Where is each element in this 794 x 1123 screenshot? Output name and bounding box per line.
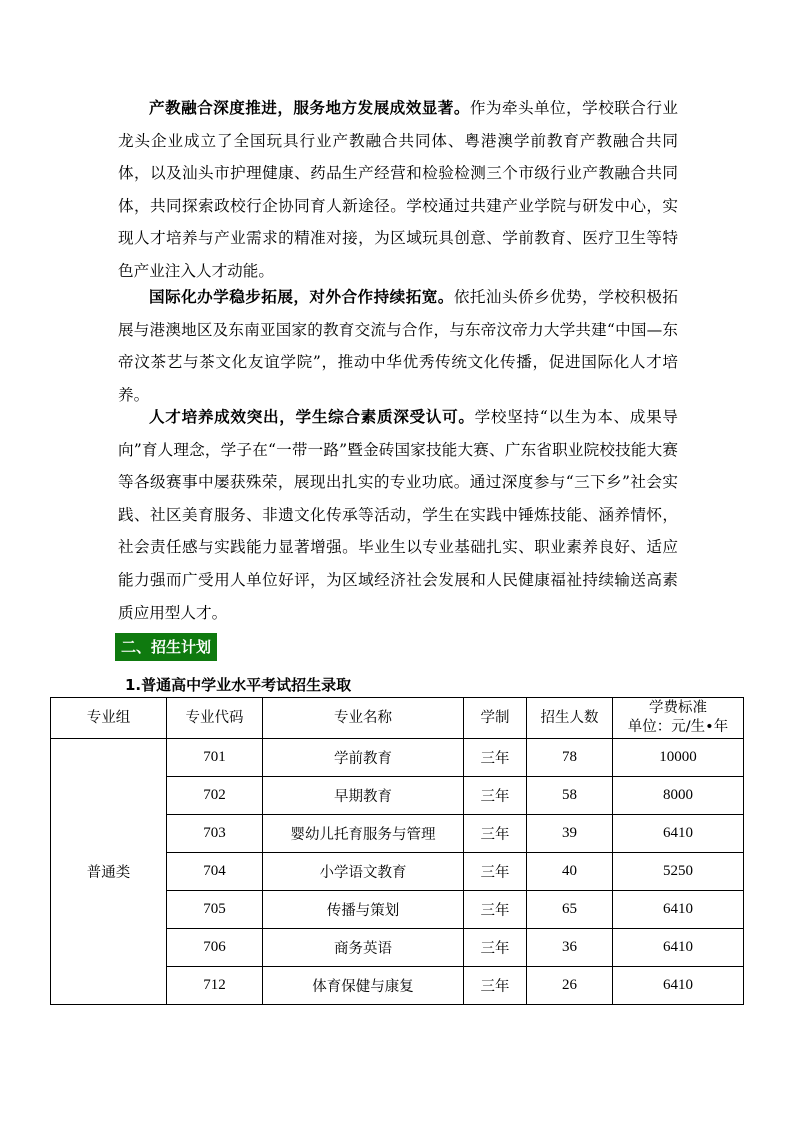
- duration-cell: 三年: [464, 929, 527, 967]
- header-duration: 学制: [464, 698, 527, 739]
- fee-cell: 6410: [613, 891, 744, 929]
- name-cell: 体育保健与康复: [263, 967, 464, 1005]
- header-tuition: [613, 698, 744, 739]
- paragraph-body: 作为牵头单位，学校联合行业龙头企业成立了全国玩具行业产教融合共同体、粤港澳学前教育产教融合共同体，以及汕头市护理健康、药品生产经营和检验检测三个市级行业产教融合共同体，共同探索政校行企协同育人新途径。学校通过共建产业学院与研发中心，实现人才培养与产业需求的精准对接，为区域玩具创意、学前教育、医疗卫生等特色产业注入人才动能。: [118, 99, 678, 280]
- table-header-row: [51, 698, 744, 739]
- fee-cell: 10000: [613, 739, 744, 777]
- name-cell: 婴幼儿托育服务与管理: [263, 815, 464, 853]
- duration-cell: 三年: [464, 739, 527, 777]
- duration-cell: 三年: [464, 815, 527, 853]
- paragraph-lead: 人才培养成效突出，学生综合素质深受认可。: [149, 408, 475, 426]
- fee-cell: 6410: [613, 929, 744, 967]
- code-cell: 706: [167, 929, 263, 967]
- duration-cell: 三年: [464, 853, 527, 891]
- code-cell: 701: [167, 739, 263, 777]
- fee-cell: 6410: [613, 815, 744, 853]
- code-cell: 702: [167, 777, 263, 815]
- count-cell: 39: [527, 815, 613, 853]
- name-cell: 早期教育: [263, 777, 464, 815]
- group-cell: 普通类: [51, 739, 167, 1005]
- duration-cell: 三年: [464, 891, 527, 929]
- duration-cell: 三年: [464, 967, 527, 1005]
- header-tuition-unit: 单位：元/生•年: [627, 719, 729, 735]
- paragraph-international: [118, 281, 678, 411]
- fee-cell: 6410: [613, 967, 744, 1005]
- section-heading-enrollment-plan: 二、招生计划: [115, 633, 217, 661]
- code-cell: 712: [167, 967, 263, 1005]
- paragraph-body: 学校坚持“以生为本、成果导向”育人理念，学子在“一带一路”暨金砖国家技能大赛、广东省职业院校技能大赛等各级赛事中屡获殊荣，展现出扎实的专业功底。通过深度参与“三下乡”社会实践、社区美育服务、非遗文化传承等活动，学生在实践中锤炼技能、涵养情怀，社会责任感与实践能力显著增强。毕业生以专业基础扎实、职业素养良好、适应能力强而广受用人单位好评，为区域经济社会发展和人民健康福祉持续输送高素质应用型人才。: [118, 408, 678, 622]
- paragraph-body: 依托汕头侨乡优势，学校积极拓展与港澳地区及东南亚国家的教育交流与合作，与东帝汶帝力大学共建“中国—东帝汶茶艺与茶文化友谊学院”，推动中华优秀传统文化传播，促进国际化人才培养。: [118, 288, 678, 404]
- count-cell: 36: [527, 929, 613, 967]
- count-cell: 26: [527, 967, 613, 1005]
- header-enrollment-count: 招生人数: [527, 698, 613, 739]
- paragraph-talent-training: [118, 401, 678, 629]
- name-cell: 商务英语: [263, 929, 464, 967]
- name-cell: 传播与策划: [263, 891, 464, 929]
- fee-cell: 8000: [613, 777, 744, 815]
- header-major-name: 专业名称: [263, 698, 464, 739]
- code-cell: 704: [167, 853, 263, 891]
- code-cell: 705: [167, 891, 263, 929]
- header-major-code: 专业代码: [167, 698, 263, 739]
- count-cell: 58: [527, 777, 613, 815]
- enrollment-table: [50, 697, 744, 1005]
- fee-cell: 5250: [613, 853, 744, 891]
- header-major-group: 专业组: [51, 698, 167, 739]
- count-cell: 40: [527, 853, 613, 891]
- paragraph-lead: 产教融合深度推进，服务地方发展成效显著。: [149, 99, 470, 117]
- count-cell: 65: [527, 891, 613, 929]
- name-cell: 小学语文教育: [263, 853, 464, 891]
- count-cell: 78: [527, 739, 613, 777]
- paragraph-lead: 国际化办学稳步拓展，对外合作持续拓宽。: [149, 288, 454, 306]
- sub-heading-admission: 1.普通高中学业水平考试招生录取: [125, 676, 352, 694]
- name-cell: 学前教育: [263, 739, 464, 777]
- table-row: [51, 739, 744, 777]
- paragraph-industry-education: [118, 92, 678, 288]
- code-cell: 703: [167, 815, 263, 853]
- duration-cell: 三年: [464, 777, 527, 815]
- header-tuition-title: 学费标准: [649, 700, 707, 716]
